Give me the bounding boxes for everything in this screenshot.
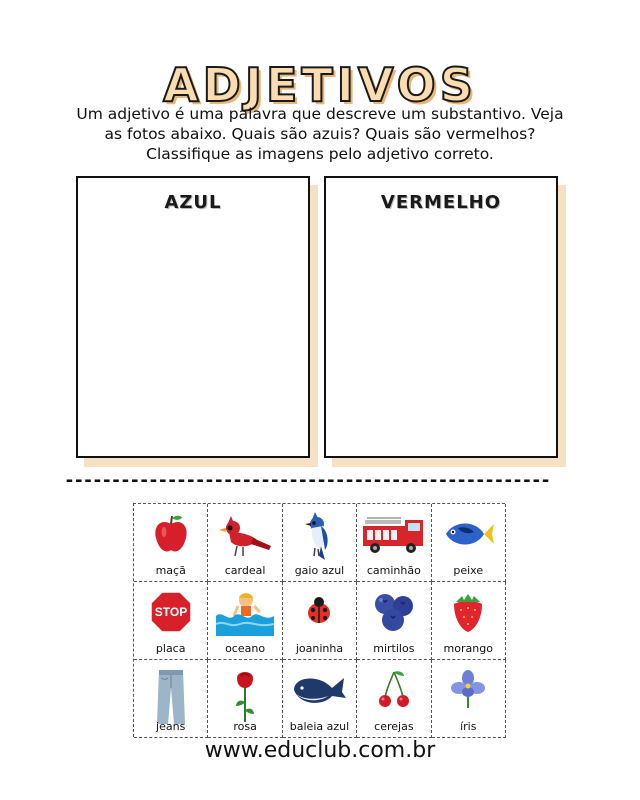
card-cardeal[interactable]	[208, 504, 282, 582]
card-mirtilos[interactable]	[357, 582, 431, 660]
card-label: rosa	[233, 720, 257, 733]
card-label: oceano	[225, 642, 266, 655]
card-placa[interactable]	[134, 582, 208, 660]
rose-icon	[230, 668, 260, 724]
ocean-icon	[214, 590, 276, 638]
card-label: cerejas	[374, 720, 414, 733]
intro-line: Um adjetivo é uma palavra que descreve um substantivo. Veja	[76, 105, 564, 123]
card-label: maçã	[155, 564, 186, 577]
strawberry-icon	[448, 590, 488, 634]
card-label: morango	[443, 642, 493, 655]
card-label: placa	[155, 642, 186, 655]
card-oceano[interactable]	[208, 582, 282, 660]
fish-icon	[440, 512, 496, 556]
footer-url: www.educlub.com.br	[204, 738, 436, 763]
card-label: caminhão	[366, 564, 421, 577]
picture-card-grid	[133, 503, 505, 737]
cut-line: ----------------------------------------------------	[64, 470, 550, 491]
vermelho-drop-zone[interactable]	[324, 176, 558, 458]
jeans-icon	[155, 668, 187, 726]
iris-icon	[448, 668, 488, 710]
card-iris[interactable]	[432, 660, 506, 738]
card-label: joaninha	[295, 642, 344, 655]
stop-sign-icon	[149, 590, 193, 634]
stop-sign-text: STOP	[154, 605, 187, 619]
card-gaio-azul[interactable]	[283, 504, 357, 582]
whale-icon	[290, 668, 348, 710]
intro-line: as fotos abaixo. Quais são azuis? Quais são vermelhos?	[104, 125, 536, 143]
cherries-icon	[374, 668, 414, 712]
card-maca[interactable]	[134, 504, 208, 582]
card-joaninha[interactable]	[283, 582, 357, 660]
ladybug-icon	[299, 590, 339, 630]
blue-jay-icon	[299, 512, 339, 562]
azul-drop-zone[interactable]	[76, 176, 310, 458]
azul-heading: AZUL	[164, 192, 222, 213]
card-label: gaio azul	[294, 564, 345, 577]
card-label: íris	[460, 720, 477, 733]
page-title: ADJETIVOS	[163, 58, 477, 112]
vermelho-panel[interactable]	[324, 176, 558, 458]
card-caminhao[interactable]	[357, 504, 431, 582]
card-label: mirtilos	[373, 642, 415, 655]
card-cerejas[interactable]	[357, 660, 431, 738]
card-rosa[interactable]	[208, 660, 282, 738]
card-label: jeans	[156, 720, 186, 733]
card-label: cardeal	[224, 564, 266, 577]
intro-text	[60, 104, 580, 164]
cardinal-icon	[217, 512, 273, 560]
card-label: baleia azul	[289, 720, 350, 733]
card-jeans[interactable]	[134, 660, 208, 738]
azul-panel[interactable]	[76, 176, 310, 458]
card-label: peixe	[453, 564, 484, 577]
vermelho-heading: VERMELHO	[380, 192, 502, 213]
fire-truck-icon	[361, 512, 427, 556]
card-peixe[interactable]	[432, 504, 506, 582]
intro-line: Classifique as imagens pelo adjetivo correto.	[146, 145, 494, 163]
card-morango[interactable]	[432, 582, 506, 660]
card-baleia-azul[interactable]	[283, 660, 357, 738]
apple-icon	[151, 512, 191, 556]
blueberries-icon	[371, 590, 417, 634]
